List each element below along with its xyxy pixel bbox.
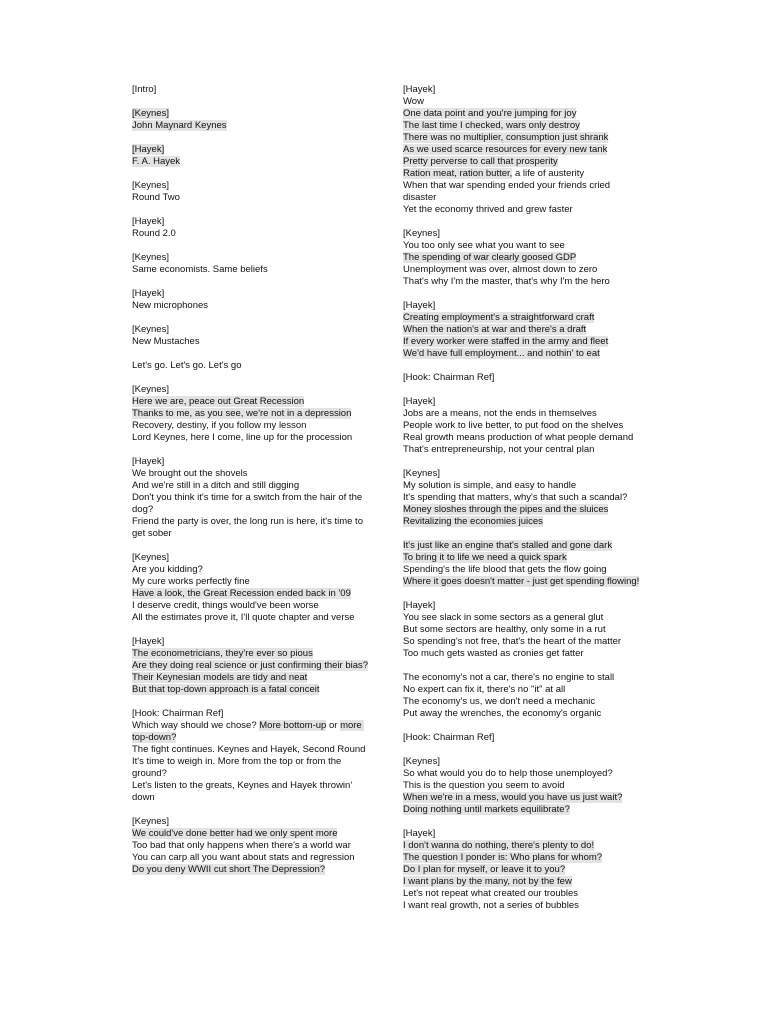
lyric-line xyxy=(403,612,643,624)
lyric-line xyxy=(132,360,372,372)
lyric-block xyxy=(132,108,372,132)
lyric-text: Same economists. Same beliefs xyxy=(132,264,268,275)
lyric-text: Spending's the life blood that gets the flow going xyxy=(403,564,607,575)
lyric-line xyxy=(132,192,372,204)
lyric-text: or xyxy=(326,720,341,731)
lyric-line xyxy=(403,672,643,684)
lyric-line xyxy=(132,84,372,96)
lyric-line xyxy=(132,756,372,780)
highlighted-text: When the nation's at war and there's a draft xyxy=(403,324,587,335)
lyric-line xyxy=(132,636,372,648)
lyric-line xyxy=(403,96,643,108)
lyric-line xyxy=(132,180,372,192)
lyric-line xyxy=(403,876,643,888)
lyric-line xyxy=(403,900,643,912)
lyric-text: Unemployment was over, almost down to zero xyxy=(403,264,598,275)
highlighted-text: Pretty perverse to call that prosperity xyxy=(403,156,558,167)
lyric-block xyxy=(132,144,372,168)
lyric-text: Round 2.0 xyxy=(132,228,176,239)
lyric-line xyxy=(132,672,372,684)
lyric-line xyxy=(132,552,372,564)
lyric-line xyxy=(403,372,643,384)
lyric-text: [Hayek] xyxy=(403,600,436,611)
highlighted-text: But that top-down approach is a fatal conceit xyxy=(132,684,320,695)
lyric-line xyxy=(403,516,643,528)
lyric-line xyxy=(403,468,643,480)
lyric-block xyxy=(403,468,643,528)
lyric-line xyxy=(132,228,372,240)
right-column xyxy=(403,84,643,924)
lyric-text: [Hayek] xyxy=(132,216,165,227)
lyric-block xyxy=(132,180,372,204)
lyric-text: [Keynes] xyxy=(403,468,440,479)
lyric-line xyxy=(403,756,643,768)
lyric-text: [Hook: Chairman Ref] xyxy=(403,732,495,743)
lyric-line xyxy=(132,120,372,132)
lyric-line xyxy=(403,708,643,720)
highlighted-text: To bring it to life we need a quick spark xyxy=(403,552,567,563)
highlighted-text: Creating employment's a straightforward craft xyxy=(403,312,595,323)
lyric-line xyxy=(403,312,643,324)
lyric-line xyxy=(132,144,372,156)
lyric-line xyxy=(403,432,643,444)
lyric-line xyxy=(403,492,643,504)
lyric-text: So spending's not free, that's the heart of the matter xyxy=(403,636,622,647)
lyric-line xyxy=(403,600,643,612)
lyric-text: I deserve credit, things would've been worse xyxy=(132,600,319,611)
lyric-block xyxy=(132,216,372,240)
lyric-line xyxy=(403,552,643,564)
lyric-block xyxy=(403,228,643,288)
highlighted-text: The last time I checked, wars only destroy xyxy=(403,120,580,131)
lyric-line xyxy=(403,504,643,516)
lyric-line xyxy=(403,108,643,120)
lyric-text: [Keynes] xyxy=(132,552,169,563)
highlighted-text: The spending of war clearly goosed GDP xyxy=(403,252,577,263)
lyric-line xyxy=(132,816,372,828)
lyric-line xyxy=(403,792,643,804)
lyric-line xyxy=(132,264,372,276)
lyric-line xyxy=(403,624,643,636)
lyric-text: [Hayek] xyxy=(132,288,165,299)
lyric-line xyxy=(132,864,372,876)
lyric-block xyxy=(132,84,372,96)
lyric-line xyxy=(403,228,643,240)
lyric-block xyxy=(132,360,372,372)
highlighted-text: Money sloshes through the pipes and the sluices xyxy=(403,504,609,515)
lyric-line xyxy=(403,636,643,648)
lyric-line xyxy=(403,348,643,360)
lyric-line xyxy=(403,144,643,156)
lyric-text: We brought out the shovels xyxy=(132,468,248,479)
lyric-line xyxy=(132,600,372,612)
highlighted-text: Ration meat, ration butter, xyxy=(403,168,513,179)
lyric-text: Which way should we chose? xyxy=(132,720,260,731)
lyric-line xyxy=(132,384,372,396)
lyric-line xyxy=(403,540,643,552)
lyric-block xyxy=(132,456,372,540)
lyric-text: Let's listen to the greats, Keynes and Hayek throwin' down xyxy=(132,780,355,803)
lyric-block xyxy=(403,828,643,912)
highlighted-text: If every worker were staffed in the army and fleet xyxy=(403,336,609,347)
lyric-text: Round Two xyxy=(132,192,180,203)
lyric-block xyxy=(403,732,643,744)
lyric-text: But some sectors are healthy, only some in a rut xyxy=(403,624,606,635)
lyric-text: [Hayek] xyxy=(403,84,436,95)
lyric-text: You too only see what you want to see xyxy=(403,240,565,251)
lyric-text: You can carp all you want about stats and regression xyxy=(132,852,355,863)
lyric-text: [Hayek] xyxy=(403,300,436,311)
lyric-line xyxy=(132,660,372,672)
lyric-block xyxy=(403,600,643,660)
highlighted-text: [Hayek] xyxy=(132,144,165,155)
lyric-text: That's entrepreneurship, not your central plan xyxy=(403,444,595,455)
highlighted-text: John Maynard Keynes xyxy=(132,120,227,131)
highlighted-text: Do I plan for myself, or leave it to you? xyxy=(403,864,566,875)
lyric-text: This is the question you seem to avoid xyxy=(403,780,565,791)
lyric-line xyxy=(132,456,372,468)
left-column xyxy=(132,84,372,888)
lyric-line xyxy=(403,564,643,576)
lyric-line xyxy=(403,168,643,180)
highlighted-text: Revitalizing the economies juices xyxy=(403,516,543,527)
highlighted-text: I want plans by the many, not by the few xyxy=(403,876,572,887)
highlighted-text: Doing nothing until markets equilibrate? xyxy=(403,804,570,815)
highlighted-text: We'd have full employment... and nothin' to eat xyxy=(403,348,600,359)
lyric-text: The economy's not a car, there's no engine to stall xyxy=(403,672,615,683)
lyric-text: Too bad that only happens when there's a world war xyxy=(132,840,351,851)
lyric-line xyxy=(132,420,372,432)
lyric-text: It's spending that matters, why's that such a scandal? xyxy=(403,492,628,503)
lyric-line xyxy=(132,720,372,744)
lyric-line xyxy=(403,852,643,864)
lyric-block xyxy=(403,756,643,816)
lyric-line xyxy=(403,420,643,432)
highlighted-text: Where it goes doesn't matter - just get spending flowing! xyxy=(403,576,640,587)
lyric-text: [Hayek] xyxy=(403,396,436,407)
lyric-line xyxy=(403,684,643,696)
lyric-text: [Hayek] xyxy=(403,828,436,839)
lyric-line xyxy=(403,84,643,96)
lyric-line xyxy=(132,216,372,228)
lyric-text: [Keynes] xyxy=(132,180,169,191)
lyric-line xyxy=(403,300,643,312)
lyric-line xyxy=(132,780,372,804)
lyric-line xyxy=(132,408,372,420)
lyric-text: You see slack in some sectors as a general glut xyxy=(403,612,604,623)
lyric-line xyxy=(403,768,643,780)
lyric-line xyxy=(132,576,372,588)
lyric-line xyxy=(403,576,643,588)
lyric-text: a life of austerity xyxy=(512,168,585,179)
lyric-text: Friend the party is over, the long run is here, it's time to get sober xyxy=(132,516,366,539)
highlighted-text: As we used scarce resources for every new tank xyxy=(403,144,608,155)
highlighted-text: Do you deny WWII cut short The Depression? xyxy=(132,864,326,875)
lyric-line xyxy=(403,804,643,816)
lyric-line xyxy=(403,264,643,276)
lyric-text: Put away the wrenches, the economy's organic xyxy=(403,708,602,719)
highlighted-text: When we're in a mess, would you have us just wait? xyxy=(403,792,623,803)
lyric-line xyxy=(403,780,643,792)
lyric-text: Recovery, destiny, if you follow my lesson xyxy=(132,420,307,431)
lyric-line xyxy=(403,252,643,264)
lyric-line xyxy=(132,492,372,516)
highlighted-text: Thanks to me, as you see, we're not in a depression xyxy=(132,408,352,419)
lyric-line xyxy=(403,240,643,252)
lyric-line xyxy=(132,852,372,864)
lyric-text: [Intro] xyxy=(132,84,157,95)
lyric-block xyxy=(132,708,372,804)
lyric-text: My solution is simple, and easy to handle xyxy=(403,480,577,491)
lyric-line xyxy=(132,480,372,492)
lyric-block xyxy=(132,552,372,624)
lyric-line xyxy=(403,648,643,660)
lyric-text: [Keynes] xyxy=(132,816,169,827)
highlighted-text: Have a look, the Great Recession ended back in '09 xyxy=(132,588,351,599)
lyric-text: That's why I'm the master, that's why I'm the hero xyxy=(403,276,610,287)
lyric-line xyxy=(403,276,643,288)
highlighted-text: The question I ponder is: Who plans for whom? xyxy=(403,852,603,863)
highlighted-text: Here we are, peace out Great Recession xyxy=(132,396,305,407)
lyric-line xyxy=(132,828,372,840)
lyric-text: Real growth means production of what people demand xyxy=(403,432,634,443)
lyric-line xyxy=(132,588,372,600)
lyric-text: Wow xyxy=(403,96,424,107)
highlighted-text: [Keynes] xyxy=(132,108,169,119)
lyric-line xyxy=(403,696,643,708)
lyric-line xyxy=(132,156,372,168)
lyric-text: Are you kidding? xyxy=(132,564,203,575)
lyric-text: [Keynes] xyxy=(403,756,440,767)
lyric-block xyxy=(403,540,643,588)
lyric-line xyxy=(403,180,643,204)
highlighted-text: Are they doing real science or just confirming their bias? xyxy=(132,660,369,671)
lyric-text: It's time to weigh in. More from the top or from the ground? xyxy=(132,756,344,779)
lyric-block xyxy=(132,816,372,876)
lyric-line xyxy=(132,564,372,576)
lyric-line xyxy=(132,432,372,444)
lyric-text: [Hook: Chairman Ref] xyxy=(132,708,224,719)
lyric-text: [Hook: Chairman Ref] xyxy=(403,372,495,383)
lyric-text: And we're still in a ditch and still digging xyxy=(132,480,300,491)
highlighted-text: I don't wanna do nothing, there's plenty to do! xyxy=(403,840,595,851)
lyric-text: All the estimates prove it, I'll quote chapter and verse xyxy=(132,612,355,623)
lyric-line xyxy=(132,708,372,720)
lyric-text: [Keynes] xyxy=(132,324,169,335)
lyric-line xyxy=(132,336,372,348)
lyric-line xyxy=(132,468,372,480)
lyric-line xyxy=(132,288,372,300)
lyric-line xyxy=(403,480,643,492)
lyric-line xyxy=(403,336,643,348)
lyric-text: Too much gets wasted as cronies get fatter xyxy=(403,648,584,659)
lyric-line xyxy=(403,408,643,420)
lyric-line xyxy=(132,612,372,624)
lyric-line xyxy=(403,204,643,216)
lyric-text: People work to live better, to put food on the shelves xyxy=(403,420,624,431)
lyric-text: [Hayek] xyxy=(132,636,165,647)
highlighted-text: There was no multiplier, consumption just shrank xyxy=(403,132,609,143)
lyric-text: Don't you think it's time for a switch from the hair of the dog? xyxy=(132,492,365,515)
lyric-text: When that war spending ended your friends cried disaster xyxy=(403,180,613,203)
lyric-line xyxy=(132,744,372,756)
lyric-line xyxy=(403,132,643,144)
highlighted-text: more top-down? xyxy=(132,720,365,743)
lyric-line xyxy=(403,156,643,168)
lyric-text: So what would you do to help those unemployed? xyxy=(403,768,613,779)
lyric-text: The economy's us, we don't need a mechanic xyxy=(403,696,596,707)
lyric-line xyxy=(132,684,372,696)
lyric-text: [Keynes] xyxy=(403,228,440,239)
lyric-block xyxy=(403,300,643,360)
lyric-block xyxy=(403,396,643,456)
highlighted-text: More bottom-up xyxy=(259,720,327,731)
lyric-line xyxy=(132,840,372,852)
lyric-text: Let's not repeat what created our troubles xyxy=(403,888,579,899)
lyric-text: The fight continues. Keynes and Hayek, Second Round xyxy=(132,744,366,755)
lyric-line xyxy=(132,516,372,540)
lyric-line xyxy=(403,324,643,336)
lyric-block xyxy=(403,672,643,720)
lyric-line xyxy=(132,252,372,264)
highlighted-text: One data point and you're jumping for joy xyxy=(403,108,577,119)
lyric-block xyxy=(132,636,372,696)
lyric-text: My cure works perfectly fine xyxy=(132,576,250,587)
highlighted-text: We could've done better had we only spent more xyxy=(132,828,338,839)
lyric-block xyxy=(403,84,643,216)
lyric-text: New Mustaches xyxy=(132,336,200,347)
lyric-line xyxy=(132,648,372,660)
lyric-block xyxy=(132,324,372,348)
lyric-line xyxy=(403,864,643,876)
lyric-line xyxy=(403,888,643,900)
lyric-text: [Hayek] xyxy=(132,456,165,467)
highlighted-text: F. A. Hayek xyxy=(132,156,181,167)
lyric-line xyxy=(403,828,643,840)
highlighted-text: Their Keynesian models are tidy and neat xyxy=(132,672,308,683)
lyric-line xyxy=(132,396,372,408)
lyric-text: Jobs are a means, not the ends in themselves xyxy=(403,408,597,419)
lyric-line xyxy=(403,396,643,408)
lyric-text: New microphones xyxy=(132,300,209,311)
lyric-line xyxy=(132,300,372,312)
lyric-text: I want real growth, not a series of bubbles xyxy=(403,900,579,911)
lyric-block xyxy=(132,384,372,444)
lyric-line xyxy=(132,324,372,336)
lyric-text: Lord Keynes, here I come, line up for the procession xyxy=(132,432,353,443)
lyric-line xyxy=(403,840,643,852)
lyric-line xyxy=(403,120,643,132)
lyric-text: No expert can fix it, there's no "it" at all xyxy=(403,684,566,695)
lyric-line xyxy=(403,444,643,456)
highlighted-text: The econometricians, they're ever so pious xyxy=(132,648,313,659)
highlighted-text: It's just like an engine that's stalled and gone dark xyxy=(403,540,613,551)
lyric-text: [Keynes] xyxy=(132,252,169,263)
lyric-text: Yet the economy thrived and grew faster xyxy=(403,204,573,215)
lyric-text: Let's go. Let's go. Let's go xyxy=(132,360,242,371)
lyric-block xyxy=(403,372,643,384)
lyric-line xyxy=(132,108,372,120)
lyric-block xyxy=(132,288,372,312)
lyric-line xyxy=(403,732,643,744)
lyric-text: [Keynes] xyxy=(132,384,169,395)
lyric-block xyxy=(132,252,372,276)
